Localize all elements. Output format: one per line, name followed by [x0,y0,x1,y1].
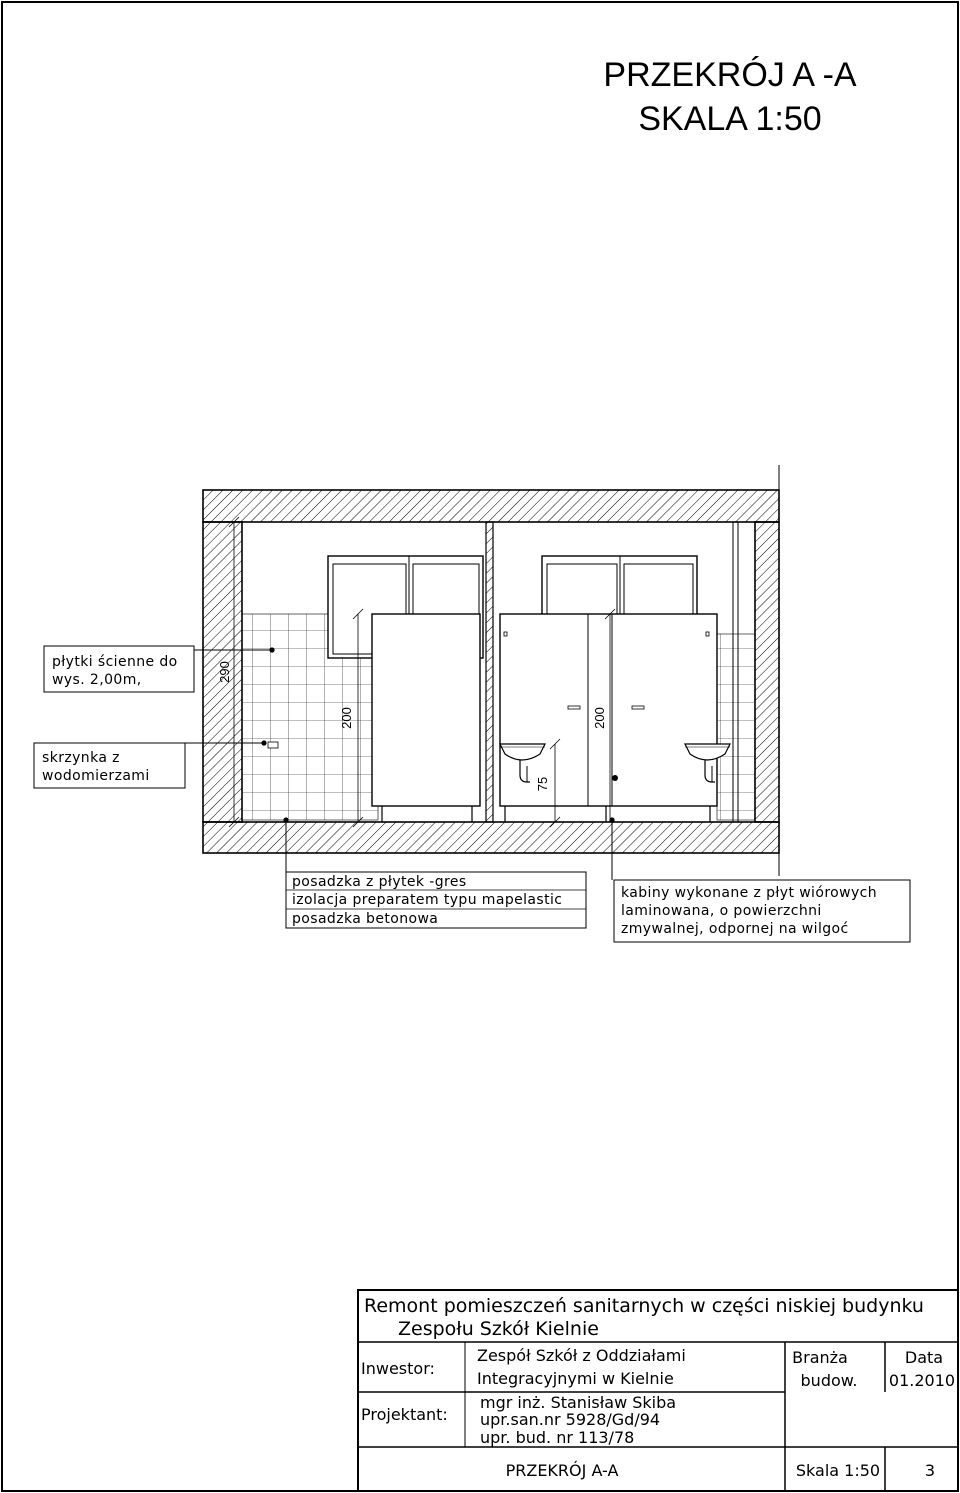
middle-wall [486,522,493,822]
designer-line1: mgr inż. Stanisław Skiba [480,1393,677,1412]
svg-text:kabiny wykonane z płyt wiórowy: kabiny wykonane z płyt wiórowych [621,885,878,901]
svg-text:wys. 2,00m,: wys. 2,00m, [52,672,142,688]
cabin-partition-right [500,614,717,822]
svg-text:płytki ścienne do: płytki ścienne do [52,654,178,670]
sheet-number: 3 [924,1461,936,1480]
designer-line3: upr. bud. nr 113/78 [480,1428,635,1447]
project-name-line1: Remont pomieszczeń sanitarnych w części niskiej budynku [364,1295,924,1317]
project-name-line2: Zespołu Szkół Kielnie [398,1318,599,1340]
svg-text:skrzynka z: skrzynka z [42,750,120,766]
cabin-partition-left [372,614,480,822]
svg-text:wodomierzami: wodomierzami [42,768,150,784]
designer-line2: upr.san.nr 5928/Gd/94 [480,1410,661,1429]
sheet-scale: Skala 1:50 [795,1461,881,1480]
dim-sink-height: 75 [535,776,550,792]
svg-text:zmywalnej, odpornej na wilgoć: zmywalnej, odpornej na wilgoć [621,921,849,937]
section-view [203,465,779,876]
investor-label: Inwestor: [361,1359,435,1378]
drawing-title: PRZEKRÓJ A -A [603,56,857,94]
svg-text:posadzka z płytek -gres: posadzka z płytek -gres [292,874,467,890]
meter-box-marker [268,742,278,748]
investor-line2: Integracyjnymi w Kielnie [477,1369,674,1388]
svg-text:izolacja preparatem typu mapel: izolacja preparatem typu mapelastic [292,892,563,908]
dim-tile-height-left: 200 [339,707,354,729]
dim-partition-height: 200 [592,707,607,729]
floor-slab [203,822,779,853]
right-wall [755,522,779,822]
drawing-scale: SKALA 1:50 [638,100,822,138]
investor-line1: Zespół Szkół z Oddziałami [477,1346,686,1365]
ceiling-slab [203,490,779,522]
date-label: Data [904,1348,944,1367]
branch-value: budow. [800,1371,858,1390]
svg-text:laminowana, o powierzchni: laminowana, o powierzchni [621,903,822,919]
branch-label: Branża [792,1348,848,1367]
date-value: 01.2010 [888,1371,956,1390]
title-block [358,1290,958,1491]
fixing-point [612,775,618,781]
dim-room-height: 290 [217,661,232,683]
sheet-title: PRZEKRÓJ A-A [505,1461,619,1480]
designer-label: Projektant: [361,1405,448,1424]
wall-tiles-right [717,634,755,820]
svg-text:posadzka betonowa: posadzka betonowa [292,911,439,927]
